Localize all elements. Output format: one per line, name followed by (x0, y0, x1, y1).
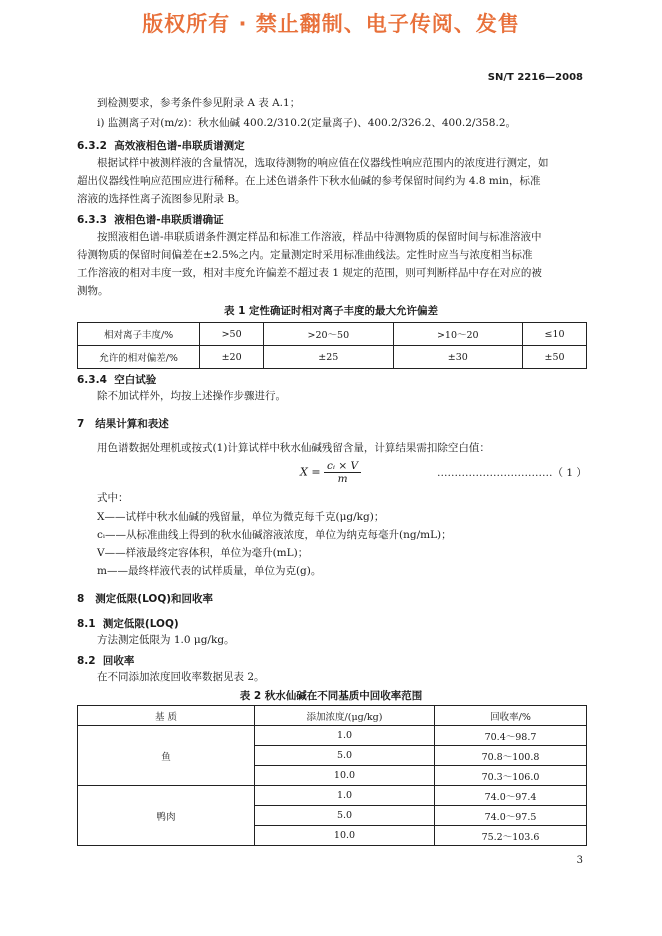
formula-denominator: m (337, 473, 348, 485)
table-cell: ±30 (393, 346, 522, 369)
section-title: 结果计算和表述 (95, 418, 169, 430)
table-row (78, 726, 587, 746)
table2 (77, 705, 587, 846)
matrix-cell: 鸭肉 (78, 786, 255, 846)
table-cell: 1.0 (255, 726, 435, 746)
section-title: 空白试验 (114, 374, 157, 386)
column-header: 添加浓度/(μg/kg) (255, 706, 435, 726)
variable-definition: m——最终样液代表的试样质量，单位为克(g)。 (97, 565, 322, 577)
table1-caption: 表 1 定性确证时相对离子丰度的最大允许偏差 (223, 305, 439, 317)
formula-lhs: X = (300, 465, 321, 479)
section-title: 液相色谱-串联质谱确证 (114, 214, 224, 226)
column-header: 基 质 (78, 706, 255, 726)
table-cell: 74.0～97.4 (435, 786, 587, 806)
column-header: 回收率/% (435, 706, 587, 726)
section-8-heading (77, 591, 213, 606)
section-8-1-heading (77, 616, 179, 631)
table-header-row (78, 706, 587, 726)
section-title: 测定低限(LOQ)和回收率 (95, 593, 214, 605)
copyright-banner: 版权所有 · 禁止翻制、电子传阅、发售 (142, 12, 520, 36)
table-cell: 70.3～106.0 (435, 766, 587, 786)
table-cell: >50 (200, 323, 264, 346)
section-number: 8 (77, 593, 85, 605)
page-number: 3 (576, 855, 583, 866)
table2-caption: 表 2 秋水仙碱在不同基质中回收率范围 (239, 690, 423, 702)
paragraph-line: 除不加试样外，均按上述操作步骤进行。 (97, 390, 286, 402)
variable-definition: V——样液最终定容体积，单位为毫升(mL)； (97, 547, 309, 559)
item-i: i) 监测离子对(m/z)：秋水仙碱 400.2/310.2(定量离子)、400.2/326.2、400.2/358.2。 (97, 117, 517, 129)
table-cell: 74.0～97.5 (435, 806, 587, 826)
section-6-3-3-heading (77, 212, 224, 227)
formula-tag: ……………………………（ 1 ） (437, 467, 587, 479)
formula-fraction (324, 460, 361, 485)
table-cell: 10.0 (255, 766, 435, 786)
section-6-3-2-heading (77, 138, 245, 153)
section-number: 6.3.3 (77, 214, 107, 226)
section-title: 回收率 (102, 655, 135, 667)
paragraph-line: 待测物质的保留时间偏差在±2.5%之内。定量测定时采用标准曲线法。定性时应当与浓度相当标准 (77, 249, 533, 261)
variable-definition: X——试样中秋水仙碱的残留量，单位为微克每千克(μg/kg)； (97, 511, 385, 523)
table-cell: 允许的相对偏差/% (78, 346, 200, 369)
paragraph-line: 按照液相色谱-串联质谱条件测定样品和标准工作溶液，样品中待测物质的保留时间与标准溶液中 (97, 231, 542, 243)
section-title: 测定低限(LOQ) (102, 618, 179, 630)
table-cell: 75.2～103.6 (435, 826, 587, 846)
paragraph-line: 测物。 (77, 285, 109, 297)
section-title: 高效液相色谱-串联质谱测定 (114, 140, 245, 152)
section-number: 7 (77, 418, 85, 430)
table-cell: ±25 (264, 346, 393, 369)
table-cell: 5.0 (255, 806, 435, 826)
formula-1 (300, 460, 361, 485)
paragraph-line: 工作溶液的相对丰度一致，相对丰度允许偏差不超过表 1 规定的范围，则可判断样品中存在对应的被 (77, 267, 542, 279)
intro-line: 到检测要求，参考条件参见附录 A 表 A.1； (97, 97, 301, 109)
table-cell: >10～20 (393, 323, 522, 346)
section-number: 6.3.2 (77, 140, 107, 152)
paragraph-line: 溶液的选择性离子流图参见附录 B。 (77, 193, 246, 205)
table-cell: 70.4～98.7 (435, 726, 587, 746)
table-cell: ±50 (523, 346, 587, 369)
table-cell: >20～50 (264, 323, 393, 346)
paragraph-line: 在不同添加浓度回收率数据见表 2。 (97, 671, 265, 683)
paragraph-line: 根据试样中被测样液的含量情况，选取待测物的响应值在仪器线性响应范围内的浓度进行测定，如 (97, 157, 549, 169)
table-cell: 70.8～100.8 (435, 746, 587, 766)
section-number: 8.1 (77, 618, 96, 630)
where-label: 式中： (97, 492, 129, 504)
table-cell: ≤10 (523, 323, 587, 346)
table-row (78, 786, 587, 806)
section-number: 8.2 (77, 655, 96, 667)
table-cell: 5.0 (255, 746, 435, 766)
matrix-cell: 鱼 (78, 726, 255, 786)
paragraph-line: 方法测定低限为 1.0 μg/kg。 (97, 634, 235, 646)
table-cell: 1.0 (255, 786, 435, 806)
table-row (78, 323, 587, 346)
section-number: 6.3.4 (77, 374, 107, 386)
paragraph-line: 用色谱数据处理机或按式(1)计算试样中秋水仙碱残留含量，计算结果需扣除空白值： (97, 442, 490, 454)
paragraph-line: 超出仪器线性响应范围应进行稀释。在上述色谱条件下秋水仙碱的参考保留时间约为 4.8 min，标准 (77, 175, 541, 187)
table1 (77, 322, 587, 369)
variable-definition: cᵢ——从标准曲线上得到的秋水仙碱溶液浓度，单位为纳克每毫升(ng/mL)； (97, 529, 452, 541)
section-6-3-4-heading (77, 372, 156, 387)
standard-number: SN/T 2216—2008 (487, 72, 583, 83)
section-8-2-heading (77, 653, 134, 668)
formula-numerator: cᵢ × V (324, 460, 361, 473)
table-cell: 10.0 (255, 826, 435, 846)
table-row (78, 346, 587, 369)
table-cell: 相对离子丰度/% (78, 323, 200, 346)
table-cell: ±20 (200, 346, 264, 369)
section-7-heading (77, 416, 169, 431)
